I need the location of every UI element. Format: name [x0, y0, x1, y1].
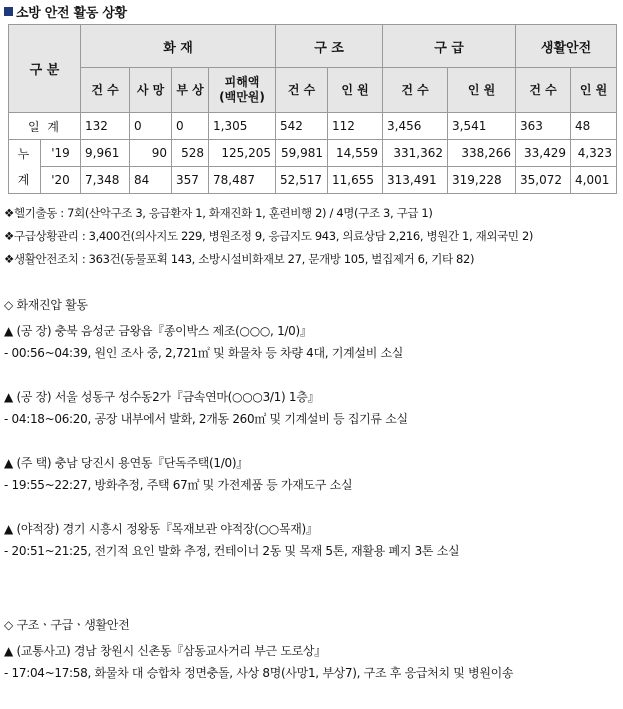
table-cell: 14,559	[328, 140, 383, 167]
table-row-2020	[9, 167, 617, 194]
incident-title: ▲ (공 장) 서울 성동구 성수동2가『금속연마(○○○3/1) 1층』	[4, 390, 320, 404]
row-label-daily: 일 계	[9, 113, 81, 140]
rescue-count-header: 건 수	[276, 68, 328, 113]
table-cell: 3,456	[383, 113, 448, 140]
ems-count-header: 건 수	[383, 68, 448, 113]
ems-group-header: 구 급	[383, 25, 516, 68]
table-cell: 528	[172, 140, 209, 167]
table-cell: 4,323	[571, 140, 617, 167]
table-cell: 48	[571, 113, 617, 140]
incident-detail: - 04:18~06:20, 공장 내부에서 발화, 2개동 260㎡ 및 기계설비 등 집기류 소실	[4, 412, 408, 426]
table-cell: 59,981	[276, 140, 328, 167]
section-heading-fire: ◇ 화재진압 활동	[4, 298, 88, 312]
incident-title: ▲ (주 택) 충남 당진시 용연동『단독주택(1/0)』	[4, 456, 248, 470]
table-cell: 7,348	[81, 167, 130, 194]
category-header: 구 분	[9, 25, 81, 113]
table-cell: 4,001	[571, 167, 617, 194]
table-row-daily	[9, 113, 617, 140]
table-row-2019	[9, 140, 617, 167]
table-cell: 35,072	[516, 167, 571, 194]
table-cell: 0	[172, 113, 209, 140]
table-cell: 338,266	[448, 140, 516, 167]
table-cell: 9,961	[81, 140, 130, 167]
table-cell: 319,228	[448, 167, 516, 194]
incident-title: ▲ (야적장) 경기 시흥시 정왕동『목재보관 야적장(○○목재)』	[4, 522, 318, 536]
section-heading-rescue: ◇ 구조ㆍ구급ㆍ생활안전	[4, 618, 130, 632]
row-label-cumulative: 누 계	[9, 140, 41, 194]
note-life-safety: ❖생활안전조치 : 363건(동물포획 143, 소방시설비화재보 27, 문개방 105, 벌집제거 6, 기타 82)	[4, 252, 475, 266]
table-cell: 125,205	[209, 140, 276, 167]
table-cell: 3,541	[448, 113, 516, 140]
table-cell: 542	[276, 113, 328, 140]
activity-stats-table	[8, 24, 617, 194]
summary-notes	[4, 205, 533, 274]
fire-section	[4, 296, 459, 564]
fire-damage-header: 피해액 (백만원)	[209, 68, 276, 113]
rescue-group-header: 구 조	[276, 25, 383, 68]
row-label-2020: '20	[41, 167, 81, 194]
life-safety-group-header: 생활안전	[516, 25, 617, 68]
fire-count-header: 건 수	[81, 68, 130, 113]
table-cell: 132	[81, 113, 130, 140]
incident-detail: - 17:04~17:58, 화물차 대 승합차 정면충돌, 사상 8명(사망1, 부상7), 구조 후 응급처치 및 병원이송	[4, 666, 514, 680]
table-cell: 78,487	[209, 167, 276, 194]
page-title: 소방 안전 활동 상황	[4, 2, 127, 21]
table-cell: 1,305	[209, 113, 276, 140]
incident-detail: - 19:55~22:27, 방화추정, 주택 67㎡ 및 가전제품 등 가재도구 소실	[4, 478, 353, 492]
table-cell: 331,362	[383, 140, 448, 167]
table-header-row	[9, 25, 617, 68]
note-ems-management: ❖구급상황관리 : 3,400건(의사지도 229, 병원조정 9, 응급지도 943, 의료상담 2,216, 병원간 1, 재외국민 2)	[4, 229, 534, 243]
incident-title: ▲ (교통사고) 경남 창원시 신촌동『삼동교사거리 부근 도로상』	[4, 644, 326, 658]
table-cell: 363	[516, 113, 571, 140]
table-cell: 313,491	[383, 167, 448, 194]
fire-group-header: 화 재	[81, 25, 276, 68]
ems-people-header: 인 원	[448, 68, 516, 113]
table-cell: 357	[172, 167, 209, 194]
row-label-2019: '19	[41, 140, 81, 167]
incident-detail: - 00:56~04:39, 원인 조사 중, 2,721㎡ 및 화물차 등 차량 4대, 기계설비 소실	[4, 346, 404, 360]
table-cell: 11,655	[328, 167, 383, 194]
square-bullet-icon	[4, 7, 13, 16]
incident-detail: - 20:51~21:25, 전기적 요인 발화 추정, 컨테이너 2동 및 목재 5톤, 재활용 폐지 3톤 소실	[4, 544, 460, 558]
table-cell: 33,429	[516, 140, 571, 167]
rescue-section	[4, 616, 513, 686]
incident-title: ▲ (공 장) 충북 음성군 금왕읍『종이박스 제조(○○○, 1/0)』	[4, 324, 312, 338]
fire-injury-header: 부 상	[172, 68, 209, 113]
note-helicopter: ❖헬기출동 : 7회(산악구조 3, 응급환자 1, 화재진화 1, 훈련비행 2) / 4명(구조 3, 구급 1)	[4, 206, 433, 220]
fire-death-header: 사 망	[130, 68, 172, 113]
table-cell: 0	[130, 113, 172, 140]
table-cell: 52,517	[276, 167, 328, 194]
table-cell: 84	[130, 167, 172, 194]
life-people-header: 인 원	[571, 68, 617, 113]
table-cell: 90	[130, 140, 172, 167]
table-cell: 112	[328, 113, 383, 140]
table-subheader-row	[9, 68, 617, 113]
rescue-people-header: 인 원	[328, 68, 383, 113]
life-count-header: 건 수	[516, 68, 571, 113]
